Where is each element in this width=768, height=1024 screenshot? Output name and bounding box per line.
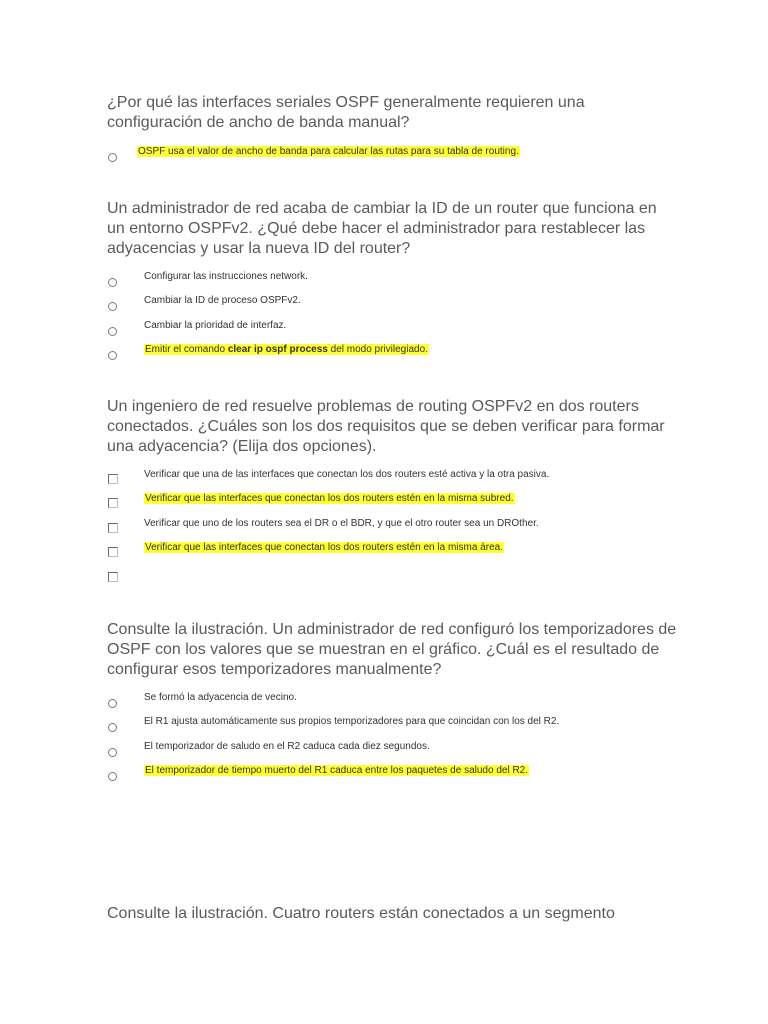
question-3-text: Un ingeniero de red resuelve problemas de routing OSPFv2 en dos routers conectados. ¿Cuáles son los dos requisitos que se deben verificar para formar una adyacencia? (Elija dos opciones). bbox=[107, 398, 665, 455]
radio-button[interactable] bbox=[108, 153, 117, 162]
radio-button[interactable] bbox=[108, 351, 117, 360]
q2-option-4[interactable] bbox=[108, 341, 428, 361]
option-text: Verificar que las interfaces que conectan los dos routers estén en la misma área. bbox=[145, 542, 503, 553]
checkbox[interactable] bbox=[108, 498, 118, 508]
q1-option-1[interactable] bbox=[108, 143, 519, 163]
option-text: Verificar que una de las interfaces que conectan los dos routers esté activa y la otra pasiva. bbox=[144, 469, 550, 480]
q3-option-2[interactable] bbox=[108, 490, 514, 510]
radio-button[interactable] bbox=[108, 748, 117, 757]
option-text: Cambiar la prioridad de interfaz. bbox=[144, 320, 287, 331]
option-text: Configurar las instrucciones network. bbox=[144, 271, 308, 282]
radio-button[interactable] bbox=[108, 278, 117, 287]
q2-option-3[interactable] bbox=[108, 317, 287, 337]
q4-option-1[interactable] bbox=[108, 689, 297, 709]
option-text: Cambiar la ID de proceso OSPFv2. bbox=[144, 295, 301, 306]
q4-option-3[interactable] bbox=[108, 738, 430, 758]
radio-button[interactable] bbox=[108, 772, 117, 781]
option-text: Se formó la adyacencia de vecino. bbox=[144, 692, 297, 703]
q2-option-1[interactable] bbox=[108, 268, 308, 288]
option-text: Emitir el comando clear ip ospf process del modo privilegiado. bbox=[145, 344, 428, 355]
question-4-text: Consulte la ilustración. Un administrador de red configuró los temporizadores de OSPF con los valores que se muestran en el gráfico. ¿Cuál es el resultado de configurar esos temporizadores manualmente? bbox=[107, 621, 677, 678]
option-text: El temporizador de saludo en el R2 caduca cada diez segundos. bbox=[144, 741, 430, 752]
checkbox[interactable] bbox=[108, 572, 118, 582]
q3-option-4[interactable] bbox=[108, 539, 503, 559]
question-2-text: Un administrador de red acaba de cambiar la ID de un router que funciona en un entorno OSPFv2. ¿Qué debe hacer el administrador para restablecer las adyacencias y usar la nueva ID del router? bbox=[107, 200, 657, 257]
q4-option-2[interactable] bbox=[108, 713, 560, 733]
q4-option-4[interactable] bbox=[108, 762, 529, 782]
q2-option-2[interactable] bbox=[108, 292, 301, 312]
radio-button[interactable] bbox=[108, 302, 117, 311]
checkbox[interactable] bbox=[108, 474, 118, 484]
q3-option-1[interactable] bbox=[108, 466, 550, 486]
radio-button[interactable] bbox=[108, 723, 117, 732]
option-text: El R1 ajusta automáticamente sus propios temporizadores para que coincidan con los del R2. bbox=[144, 716, 560, 727]
checkbox[interactable] bbox=[108, 523, 118, 533]
option-text: Verificar que las interfaces que conectan los dos routers estén en la misma subred. bbox=[145, 493, 514, 504]
radio-button[interactable] bbox=[108, 699, 117, 708]
q3-option-5[interactable] bbox=[108, 564, 118, 584]
checkbox[interactable] bbox=[108, 547, 118, 557]
q3-option-3[interactable] bbox=[108, 515, 539, 535]
option-text: El temporizador de tiempo muerto del R1 caduca entre los paquetes de saludo del R2. bbox=[145, 765, 529, 776]
radio-button[interactable] bbox=[108, 327, 117, 336]
option-text: Verificar que uno de los routers sea el DR o el BDR, y que el otro router sea un DROther. bbox=[144, 518, 539, 529]
question-5-text: Consulte la ilustración. Cuatro routers están conectados a un segmento bbox=[107, 905, 615, 922]
question-1-text: ¿Por qué las interfaces seriales OSPF generalmente requieren una configuración de ancho de banda manual? bbox=[107, 94, 585, 131]
option-text: OSPF usa el valor de ancho de banda para calcular las rutas para su tabla de routing. bbox=[138, 146, 519, 157]
